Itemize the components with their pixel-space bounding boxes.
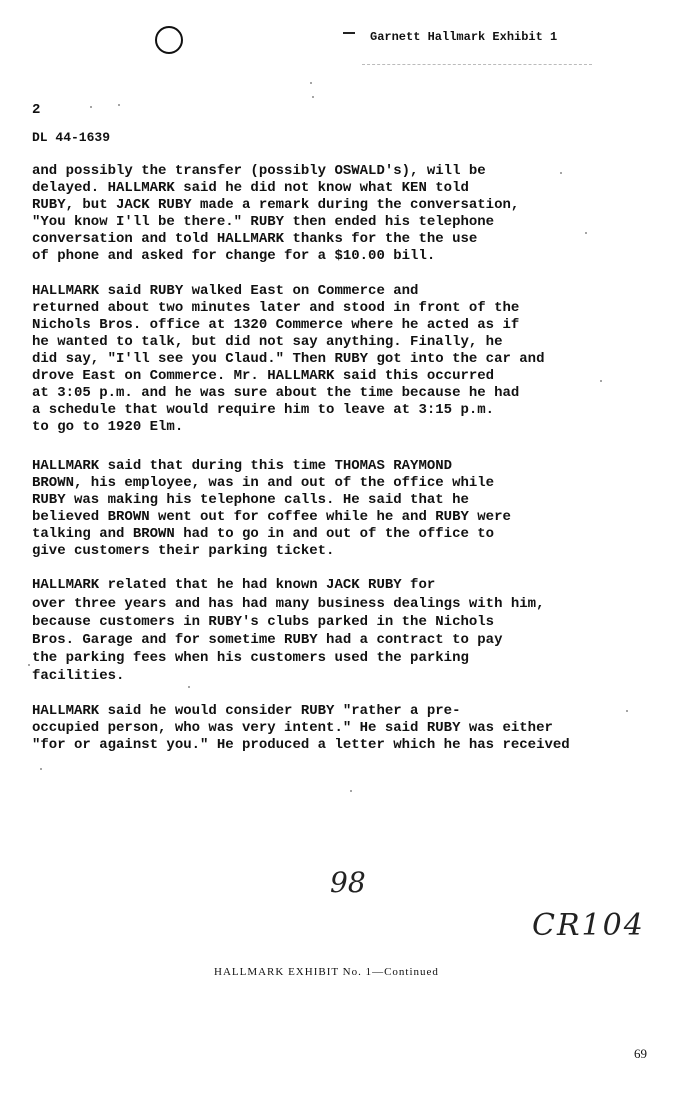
text-line: conversation and told HALLMARK thanks for the the use [32,231,478,247]
text-line: "for or against you." He produced a letter which he has received [32,737,570,753]
scan-speck [40,768,42,770]
text-line: BROWN, his employee, was in and out of the office while [32,475,495,491]
text-line: and possibly the transfer (possibly OSWALD's), will be [32,163,486,179]
footer-caption: HALLMARK EXHIBIT No. 1—Continued [214,966,439,978]
text-line: HALLMARK said that during this time THOMAS RAYMOND [32,458,453,474]
text-line: did say, "I'll see you Claud." Then RUBY got into the car and [32,351,545,367]
scan-speck [585,232,587,234]
page-number: 69 [634,1046,647,1061]
file-number: DL 44-1639 [32,130,111,145]
text-line: "You know I'll be there." RUBY then ended his telephone [32,214,495,230]
text-line: talking and BROWN had to go in and out of the office to [32,526,495,542]
text-line: RUBY, but JACK RUBY made a remark during the conversation, [32,197,520,213]
text-line: a schedule that would require him to leave at 3:15 p.m. [32,402,495,418]
text-line: delayed. HALLMARK said he did not know what KEN told [32,180,469,196]
text-line: Bros. Garage and for sometime RUBY had a contract to pay [32,632,503,648]
page-marker: 2 [32,102,41,118]
scan-speck [118,104,120,106]
scan-speck [600,380,602,382]
scan-speck [350,790,352,792]
text-line: occupied person, who was very intent." He said RUBY was either [32,720,553,736]
scan-speck [626,710,628,712]
text-line: to go to 1920 Elm. [32,419,184,435]
text-line: he wanted to talk, but did not say anything. Finally, he [32,334,503,350]
handwritten-number: 98 [330,866,366,899]
scan-speck [28,664,30,666]
text-line: believed BROWN went out for coffee while he and RUBY were [32,509,511,525]
text-line: RUBY was making his telephone calls. He said that he [32,492,469,508]
text-line: HALLMARK said RUBY walked East on Commerce and [32,283,419,299]
text-line: HALLMARK related that he had known JACK RUBY for [32,577,436,593]
text-line: at 3:05 p.m. and he was sure about the time because he had [32,385,520,401]
text-line: drove East on Commerce. Mr. HALLMARK said this occurred [32,368,495,384]
scan-speck [188,686,190,688]
text-line: HALLMARK said he would consider RUBY "rather a pre- [32,703,461,719]
header-dash [343,32,355,34]
text-line: returned about two minutes later and stood in front of the [32,300,520,316]
scan-speck [90,106,92,108]
scan-speck [310,82,312,84]
scan-speck [312,96,314,98]
scan-speck [560,172,562,174]
text-line: of phone and asked for change for a $10.00 bill. [32,248,436,264]
text-line: the parking fees when his customers used the parking [32,650,469,666]
text-line: Nichols Bros. office at 1320 Commerce where he acted as if [32,317,520,333]
text-line: over three years and has had many business dealings with him, [32,596,545,612]
text-line: because customers in RUBY's clubs parked in the Nichols [32,614,495,630]
text-line: facilities. [32,668,125,684]
text-line: give customers their parking ticket. [32,543,335,559]
handwritten-code: CR104 [532,908,645,943]
header-underline [362,64,592,65]
exhibit-label: Garnett Hallmark Exhibit 1 [370,30,558,44]
punch-hole-circle [155,26,183,54]
